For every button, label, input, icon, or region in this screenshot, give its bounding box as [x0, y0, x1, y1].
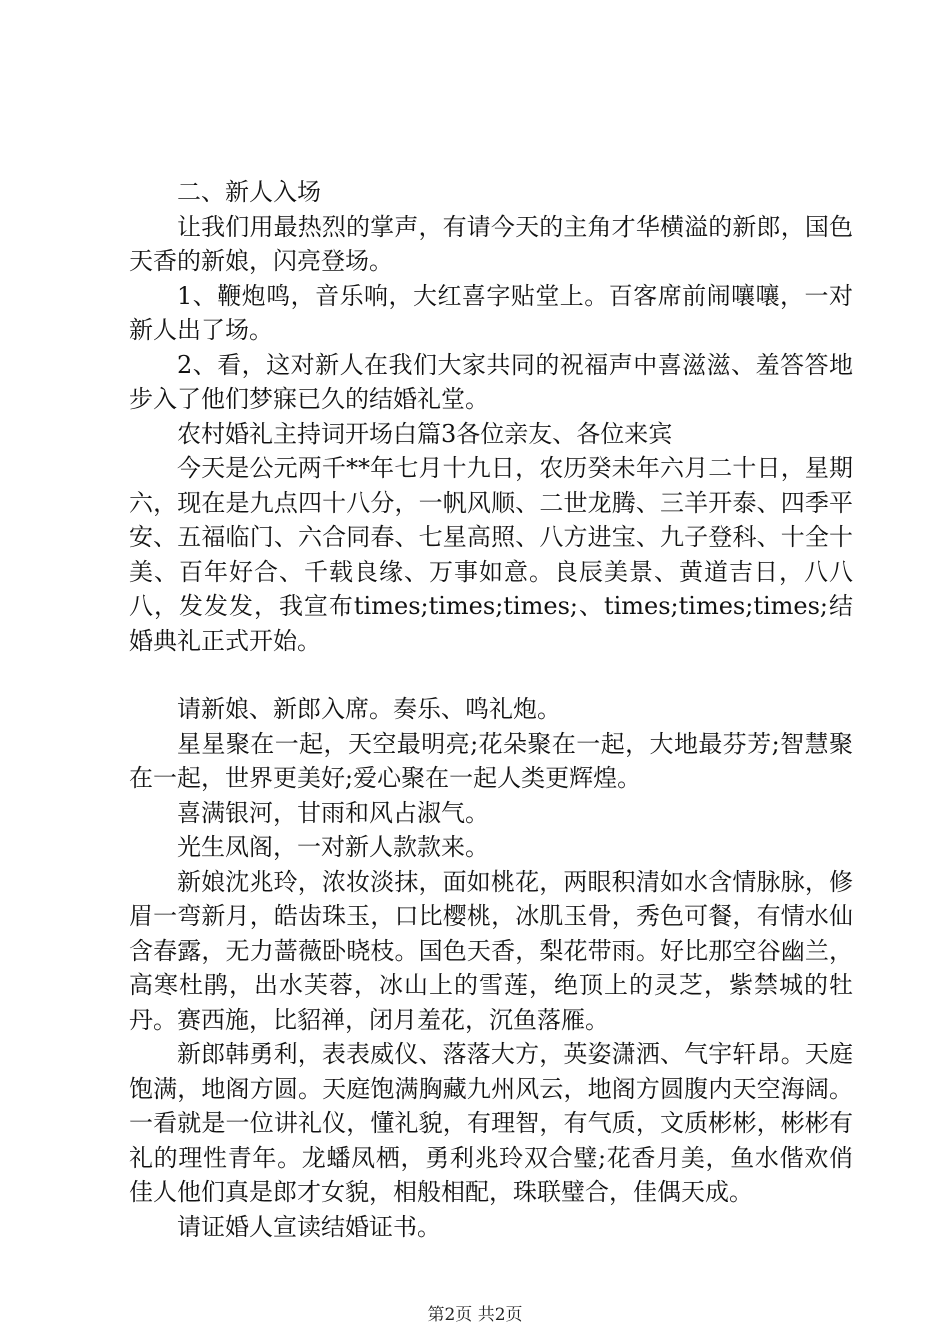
paragraph: 请证婚人宣读结婚证书。 — [177, 1212, 441, 1241]
paragraph: 新娘沈兆玲，浓妆淡抹，面如桃花，两眼积清如水含情脉脉，修眉一弯新月，皓齿珠玉，口比樱桃，冰肌玉骨，秀色可餐，有情水仙含春露，无力蔷薇卧晓枝。国色天香，梨花带雨。好比那空谷幽兰，高寒杜鹃，出水芙蓉，冰山上的雪莲，绝顶上的灵芝，紫禁城的牡丹。赛西施，比貂禅，闭月羞花，沉鱼落雁。 — [129, 867, 853, 1034]
paragraph: 农村婚礼主持词开场白篇3各位亲友、各位来宾 — [177, 419, 673, 448]
paragraph: 光生凤阁，一对新人款款来。 — [177, 833, 489, 861]
paragraph: 1、鞭炮鸣，音乐响，大红喜字贴堂上。百客席前闹嚷嚷，一对新人出了场。 — [129, 281, 853, 344]
paragraph: 喜满银河，甘雨和风占淑气。 — [177, 798, 489, 827]
document-body — [129, 175, 853, 1244]
page-footer: 第2页 共2页 — [427, 1305, 523, 1325]
paragraph: 请新娘、新郎入席。奏乐、鸣礼炮。 — [177, 695, 561, 723]
paragraph: 星星聚在一起，天空最明亮;花朵聚在一起，大地最芬芳;智慧聚在一起，世界更美好;爱心聚在一起人类更辉煌。 — [129, 729, 853, 792]
paragraph: 新郎韩勇利，表表威仪、落落大方，英姿潇洒、气宇轩昂。天庭饱满，地阁方圆。天庭饱满胸藏九州风云，地阁方圆腹内天空海阔。一看就是一位讲礼仪，懂礼貌，有理智，有气质，文质彬彬，彬彬有礼的理性青年。龙蟠凤栖，勇利兆玲双合璧;花香月美，鱼水偕欢俏佳人他们真是郎才女貌，相般相配，珠联璧合，佳偶天成。 — [129, 1040, 853, 1206]
paragraph: 让我们用最热烈的掌声，有请今天的主角才华横溢的新郎，国色天香的新娘，闪亮登场。 — [129, 212, 853, 275]
paragraph: 今天是公元两千**年七月十九日，农历癸未年六月二十日，星期六，现在是九点四十八分，一帆风顺、二世龙腾、三羊开泰、四季平安、五福临门、六合同春、七星高照、八方进宝、九子登科、十全十美、百年好合、千载良缘、万事如意。良辰美景、黄道吉日，八八八，发发发，我宣布times;times;times;、times;times;times;结婚典礼正式开始。 — [129, 454, 853, 655]
section-heading: 二、新人入场 — [177, 178, 321, 206]
paragraph: 2、看，这对新人在我们大家共同的祝福声中喜滋滋、羞答答地步入了他们梦寐已久的结婚礼堂。 — [129, 350, 853, 413]
